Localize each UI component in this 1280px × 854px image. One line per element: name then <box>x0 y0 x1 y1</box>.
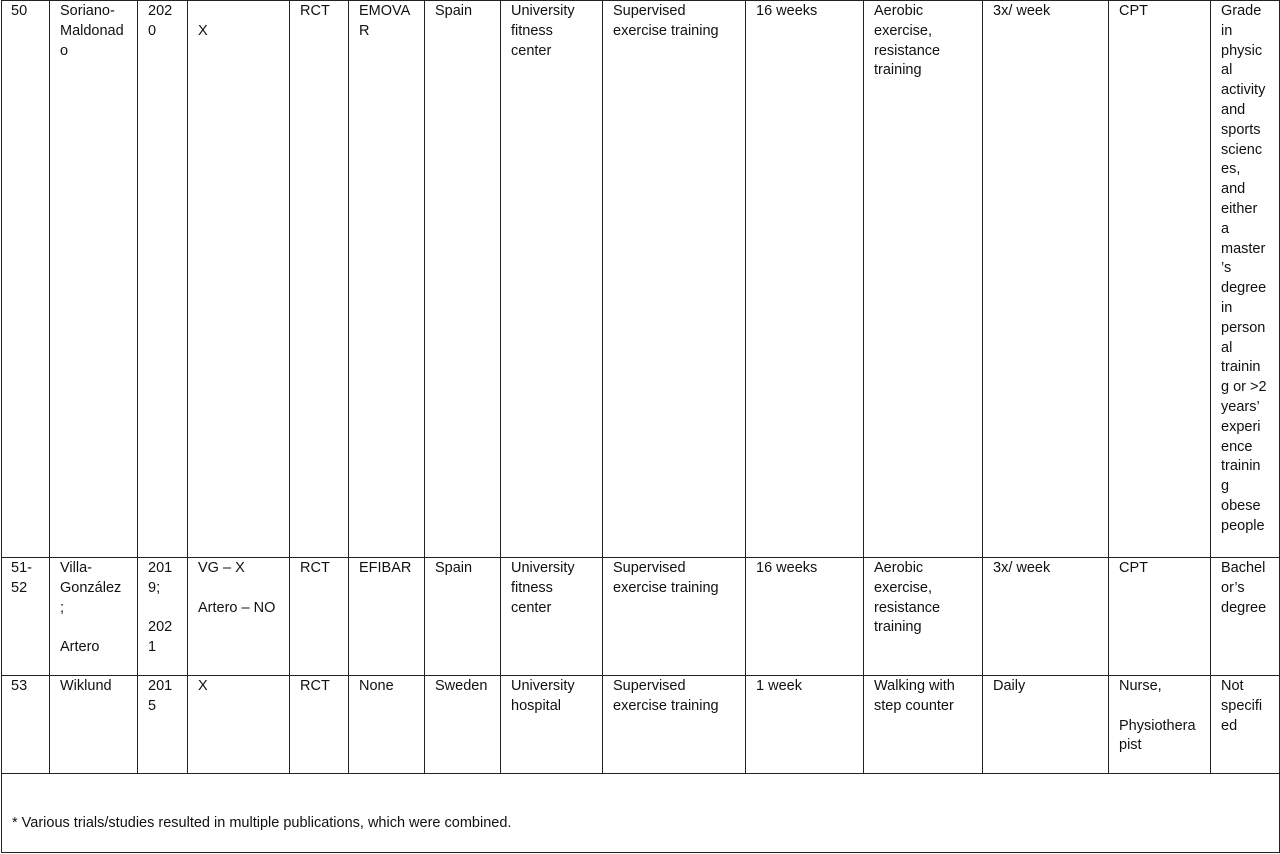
design-cell: RCT <box>290 676 349 774</box>
study-number-cell: 53 <box>2 676 50 774</box>
footnote-row <box>2 774 1280 853</box>
trial-cell: None <box>349 676 425 774</box>
blank-line <box>198 2 285 22</box>
intervention-cell: Supervised exercise training <box>603 1 746 558</box>
country-cell: Sweden <box>425 676 501 774</box>
marker-text: X <box>198 22 208 39</box>
setting-cell: University fitness center <box>501 558 603 676</box>
provider-cell: Nurse, Physiothera pist <box>1109 676 1211 774</box>
duration-cell: 16 weeks <box>746 558 864 676</box>
year-cell: 202 0 <box>138 1 188 558</box>
marker-cell: X <box>188 676 290 774</box>
country-cell: Spain <box>425 558 501 676</box>
studies-table <box>1 0 1280 853</box>
year-cell: 201 5 <box>138 676 188 774</box>
footnote: * Various trials/studies resulted in multiple publications, which were combined. <box>2 774 1280 853</box>
duration-cell: 1 week <box>746 676 864 774</box>
design-cell: RCT <box>290 558 349 676</box>
table-row <box>2 676 1280 774</box>
frequency-cell: 3x/ week <box>983 1 1109 558</box>
marker-cell <box>188 1 290 558</box>
setting-cell: University hospital <box>501 676 603 774</box>
provider-cell: CPT <box>1109 1 1211 558</box>
setting-cell: University fitness center <box>501 1 603 558</box>
study-number-cell: 50 <box>2 1 50 558</box>
qualification-cell: Not specifi ed <box>1211 676 1280 774</box>
marker-cell: VG – X Artero – NO <box>188 558 290 676</box>
intervention-cell: Supervised exercise training <box>603 558 746 676</box>
design-cell: RCT <box>290 1 349 558</box>
intervention-cell: Supervised exercise training <box>603 676 746 774</box>
year-cell: 201 9; 202 1 <box>138 558 188 676</box>
qualification-cell: Grade in physic al activity and sports scienc es, and either a master ’s degree in person al trainin g or >2 years’ experi ence trainin g obese people <box>1211 1 1280 558</box>
trial-cell: EFIBAR <box>349 558 425 676</box>
duration-cell: 16 weeks <box>746 1 864 558</box>
provider-cell: CPT <box>1109 558 1211 676</box>
trial-cell: EMOVA R <box>349 1 425 558</box>
exercise-type-cell: Aerobic exercise, resistance training <box>864 1 983 558</box>
author-cell: Soriano- Maldonad o <box>50 1 138 558</box>
author-cell: Wiklund <box>50 676 138 774</box>
frequency-cell: Daily <box>983 676 1109 774</box>
country-cell: Spain <box>425 1 501 558</box>
table-row <box>2 558 1280 676</box>
exercise-type-cell: Aerobic exercise, resistance training <box>864 558 983 676</box>
qualification-cell: Bachel or’s degree <box>1211 558 1280 676</box>
frequency-cell: 3x/ week <box>983 558 1109 676</box>
author-cell: Villa- González ; Artero <box>50 558 138 676</box>
study-number-cell: 51- 52 <box>2 558 50 676</box>
exercise-type-cell: Walking with step counter <box>864 676 983 774</box>
table-row <box>2 1 1280 558</box>
